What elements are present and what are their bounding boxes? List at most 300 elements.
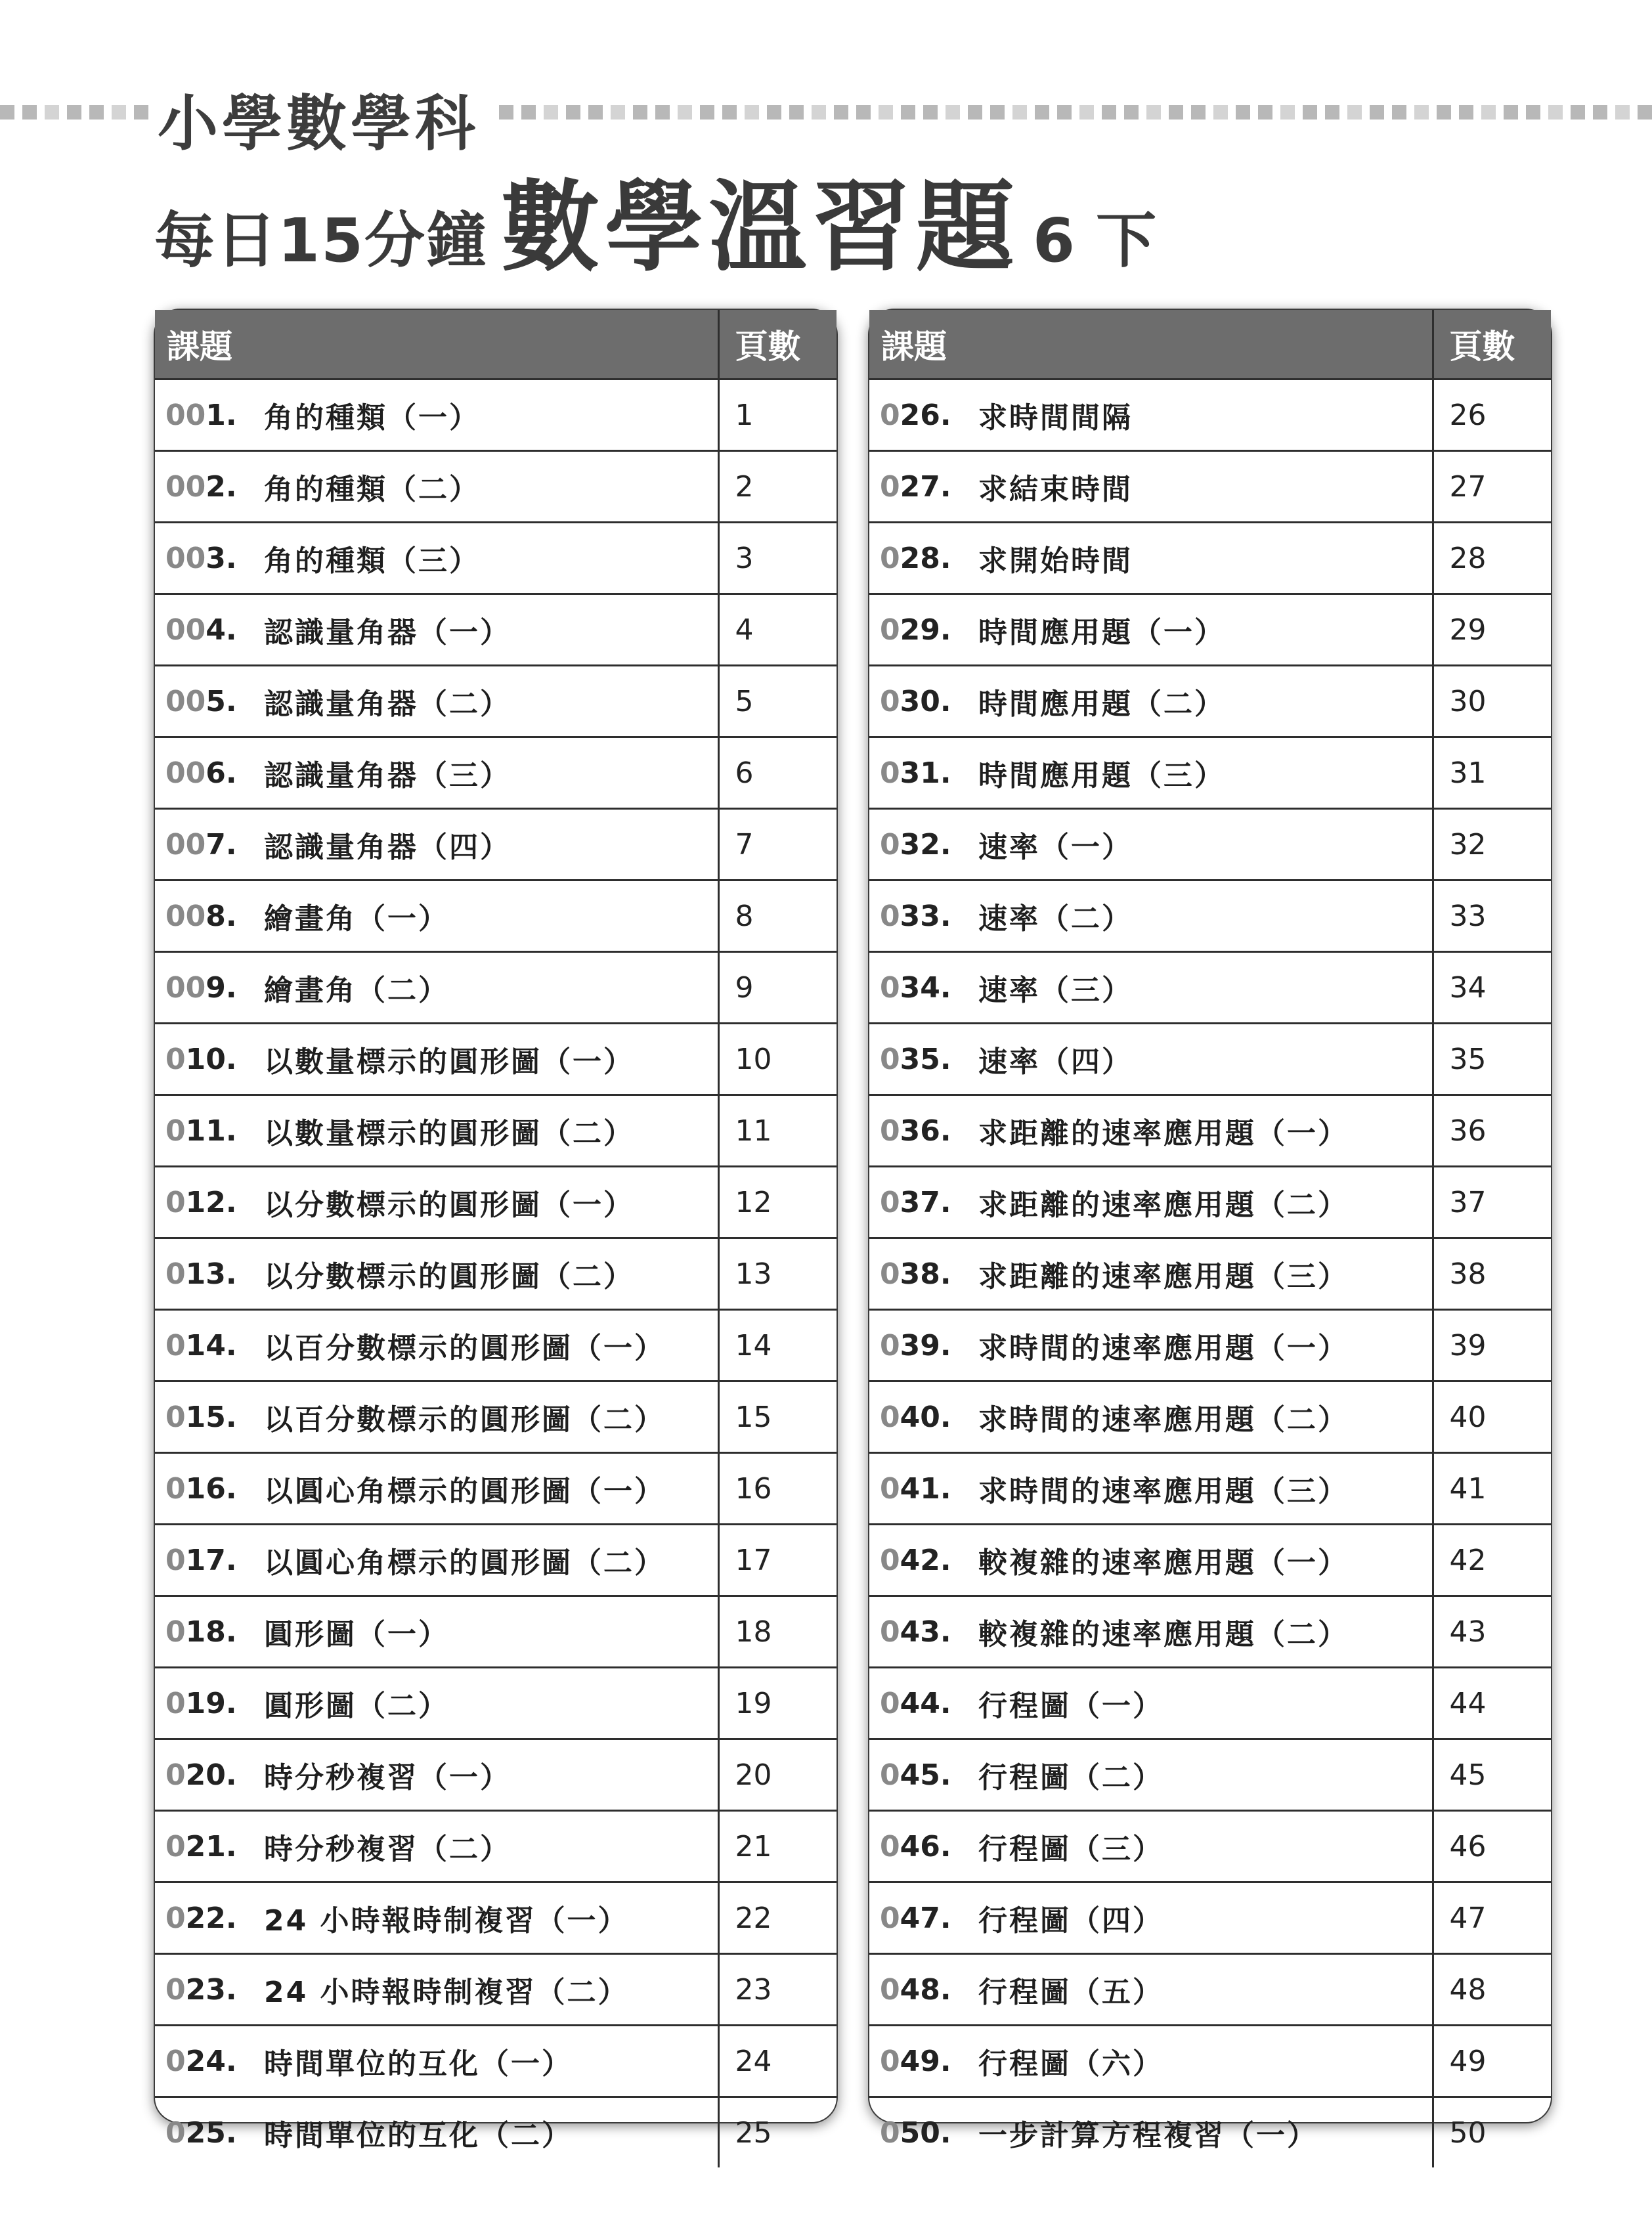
toc-row[interactable] [869,451,1551,523]
lesson-page: 31 [1433,737,1551,809]
dot-square [112,105,126,120]
toc-header-row [155,310,837,380]
toc-table-right [868,309,1552,2152]
lesson-number-value: 25. [185,2116,237,2150]
toc-header-row [869,310,1551,380]
lesson-number-value: 48. [900,1972,951,2007]
dot-square [1593,105,1607,120]
lesson-number-prefix: 00 [165,827,206,861]
toc-row[interactable] [869,1238,1551,1310]
lesson-number-value: 37. [900,1185,951,1219]
toc-row[interactable] [155,380,837,451]
dot-square [1370,105,1384,120]
dot-square [521,105,536,120]
toc-row[interactable] [869,666,1551,737]
lesson-number-value: 35. [900,1042,951,1076]
dot-square [879,105,893,120]
lesson-number-prefix: 0 [880,827,900,861]
lesson-number [869,881,978,952]
lesson-page: 17 [718,1525,837,1596]
lesson-topic: 速率（一） [978,809,1433,881]
lesson-page: 5 [718,666,837,737]
toc-row[interactable] [155,1310,837,1381]
lesson-number [155,523,263,594]
lesson-number-prefix: 00 [165,970,206,1005]
lesson-number [869,2026,978,2097]
lesson-number-value: 34. [900,970,951,1005]
lesson-number-prefix: 0 [880,1686,900,1720]
lesson-topic: 以數量標示的圓形圖（一） [263,1024,718,1095]
lesson-number [155,1024,263,1095]
lesson-number-prefix: 0 [880,684,900,718]
dot-square [1347,105,1362,120]
lesson-number-value: 29. [900,613,951,647]
lesson-page: 1 [718,380,837,451]
dot-square [812,105,826,120]
topic-column-header: 課題 [869,310,1433,380]
toc-row[interactable] [869,1310,1551,1381]
lesson-topic: 以百分數標示的圓形圖（一） [263,1310,718,1381]
dot-square [1414,105,1429,120]
dot-square [1191,105,1206,120]
dot-square [1303,105,1317,120]
lesson-number-value: 13. [185,1257,237,1291]
lesson-topic: 求開始時間 [978,523,1433,594]
lesson-page: 38 [1433,1238,1551,1310]
lesson-number-value: 38. [900,1257,951,1291]
lesson-number-prefix: 00 [165,756,206,790]
lesson-number [869,1811,978,1882]
title-main: 數學溫習題 [501,171,1020,285]
toc-row[interactable] [155,1668,837,1739]
toc-row[interactable] [155,1381,837,1453]
lesson-number-value: 26. [900,398,951,432]
dot-square [700,105,714,120]
lesson-number-value: 30. [900,684,951,718]
dot-square [22,105,37,120]
lesson-number [869,451,978,523]
lesson-page: 4 [718,594,837,666]
toc-row[interactable] [155,523,837,594]
dot-square [1504,105,1518,120]
lesson-page: 9 [718,952,837,1024]
dot-square [968,105,982,120]
toc-row[interactable] [155,1024,837,1095]
lesson-page: 2 [718,451,837,523]
lesson-page: 24 [718,2026,837,2097]
dot-square [1035,105,1049,120]
toc-row[interactable] [869,952,1551,1024]
lesson-page: 28 [1433,523,1551,594]
lesson-topic: 較複雜的速率應用題（二） [978,1596,1433,1668]
dot-square [1571,105,1585,120]
dot-square [566,105,580,120]
toc-row[interactable] [869,1095,1551,1167]
lesson-page: 47 [1433,1882,1551,1954]
lesson-number-value: 44. [900,1686,951,1720]
lesson-topic: 求時間的速率應用題（一） [978,1310,1433,1381]
title-prefix: 每日15分鐘 [154,206,489,276]
dot-square [901,105,915,120]
dot-square [45,105,59,120]
lesson-number-value: 33. [900,899,951,933]
lesson-number [869,809,978,881]
lesson-number [869,1525,978,1596]
lesson-number-prefix: 0 [165,1114,186,1148]
lesson-page: 10 [718,1024,837,1095]
lesson-number [155,1381,263,1453]
toc-row[interactable] [869,2097,1551,2168]
dot-square [1615,105,1630,120]
lesson-number-value: 50. [900,2116,951,2150]
dot-square [67,105,81,120]
lesson-number-value: 23. [185,1972,237,2007]
lesson-topic: 時分秒複習（二） [263,1811,718,1882]
toc-row[interactable] [155,666,837,737]
toc-row[interactable] [155,881,837,952]
lesson-topic: 以分數標示的圓形圖（一） [263,1167,718,1238]
lesson-page: 49 [1433,2026,1551,2097]
lesson-number-prefix: 0 [165,1543,186,1577]
lesson-page: 46 [1433,1811,1551,1882]
lesson-number-prefix: 0 [165,1042,186,1076]
lesson-number [155,1668,263,1739]
lesson-topic: 求結束時間 [978,451,1433,523]
lesson-number-prefix: 0 [880,1257,900,1291]
lesson-number-value: 24. [185,2044,237,2078]
dot-square [1236,105,1250,120]
lesson-topic: 行程圖（五） [978,1954,1433,2026]
lesson-number-value: 16. [185,1471,237,1506]
lesson-number [869,1167,978,1238]
toc-row[interactable] [869,1596,1551,1668]
lesson-topic: 24 小時報時制複習（一） [263,1882,718,1954]
lesson-number-prefix: 0 [880,1471,900,1506]
dot-square [923,105,938,120]
lesson-topic: 認識量角器（一） [263,594,718,666]
lesson-number-value: 5. [206,684,237,718]
lesson-page: 36 [1433,1095,1551,1167]
lesson-topic: 時間單位的互化（一） [263,2026,718,2097]
lesson-number [155,594,263,666]
lesson-topic: 24 小時報時制複習（二） [263,1954,718,2026]
lesson-topic: 行程圖（四） [978,1882,1433,1954]
dot-square [1459,105,1473,120]
toc-row[interactable] [155,1596,837,1668]
toc-row[interactable] [155,952,837,1024]
dot-square [1213,105,1228,120]
lesson-number-prefix: 0 [165,1185,186,1219]
lesson-number-prefix: 0 [880,1901,900,1935]
dot-square [789,105,804,120]
lesson-number-value: 36. [900,1114,951,1148]
lesson-page: 48 [1433,1954,1551,2026]
lesson-number [869,952,978,1024]
lesson-number [155,737,263,809]
lesson-page: 16 [718,1453,837,1525]
lesson-number-value: 40. [900,1400,951,1434]
lesson-number [155,881,263,952]
lesson-topic: 求時間的速率應用題（二） [978,1381,1433,1453]
toc-row[interactable] [869,2026,1551,2097]
lesson-number-prefix: 0 [880,1114,900,1148]
lesson-number-prefix: 00 [165,899,206,933]
lesson-topic: 行程圖（二） [978,1739,1433,1811]
title-grade: 6 下 [1033,206,1157,276]
lesson-number [155,1167,263,1238]
lesson-topic: 求時間間隔 [978,380,1433,451]
dot-square [834,105,848,120]
lesson-number-prefix: 0 [880,469,900,504]
toc-row[interactable] [869,1882,1551,1954]
lesson-number [155,380,263,451]
lesson-number-prefix: 00 [165,541,206,575]
lesson-topic: 速率（三） [978,952,1433,1024]
lesson-number-value: 6. [206,756,237,790]
lesson-number [155,1310,263,1381]
toc-row[interactable] [155,2097,837,2168]
lesson-page: 45 [1433,1739,1551,1811]
lesson-topic: 以數量標示的圓形圖（二） [263,1095,718,1167]
dot-square [1526,105,1540,120]
lesson-number-value: 31. [900,756,951,790]
dot-square [89,105,104,120]
lesson-page: 41 [1433,1453,1551,1525]
toc-row[interactable] [869,1954,1551,2026]
toc-row[interactable] [155,451,837,523]
lesson-page: 14 [718,1310,837,1381]
dot-square [767,105,781,120]
lesson-number-value: 4. [206,613,237,647]
lesson-page: 13 [718,1238,837,1310]
dot-square [1102,105,1116,120]
toc-row[interactable] [155,1167,837,1238]
dot-square [0,105,14,120]
toc-row[interactable] [155,1882,837,1954]
toc-row[interactable] [155,737,837,809]
lesson-number [869,1668,978,1739]
lesson-topic: 角的種類（二） [263,451,718,523]
lesson-number-prefix: 00 [165,684,206,718]
lesson-page: 15 [718,1381,837,1453]
lesson-number [155,1882,263,1954]
toc-row[interactable] [869,881,1551,952]
lesson-number-value: 12. [185,1185,237,1219]
lesson-number-prefix: 0 [165,1972,186,2007]
lesson-number [869,523,978,594]
lesson-number-prefix: 0 [880,1758,900,1792]
lesson-page: 27 [1433,451,1551,523]
lesson-number-prefix: 0 [880,2116,900,2150]
lesson-number-value: 42. [900,1543,951,1577]
lesson-number [155,1453,263,1525]
lesson-page: 40 [1433,1381,1551,1453]
toc-row[interactable] [869,809,1551,881]
book-title [154,148,1156,290]
lesson-page: 23 [718,1954,837,2026]
lesson-number-prefix: 0 [165,1686,186,1720]
toc-row[interactable] [155,594,837,666]
lesson-number-prefix: 0 [880,1328,900,1362]
lesson-page: 44 [1433,1668,1551,1739]
dot-square [1169,105,1183,120]
lesson-topic: 較複雜的速率應用題（一） [978,1525,1433,1596]
toc-row[interactable] [869,1381,1551,1453]
lesson-number-value: 1. [206,398,237,432]
lesson-topic: 時間單位的互化（二） [263,2097,718,2168]
lesson-number-value: 7. [206,827,237,861]
lesson-number-prefix: 0 [880,1185,900,1219]
lesson-number [869,1024,978,1095]
lesson-number-value: 9. [206,970,237,1005]
lesson-number-value: 14. [185,1328,237,1362]
lesson-number-value: 46. [900,1829,951,1863]
toc-row[interactable] [869,594,1551,666]
toc-row[interactable] [869,1811,1551,1882]
toc-row[interactable] [869,1525,1551,1596]
lesson-page: 12 [718,1167,837,1238]
toc-row[interactable] [155,1525,837,1596]
lesson-topic: 求距離的速率應用題（二） [978,1167,1433,1238]
lesson-topic: 行程圖（三） [978,1811,1433,1882]
lesson-page: 37 [1433,1167,1551,1238]
lesson-number [869,1238,978,1310]
lesson-page: 26 [1433,380,1551,451]
dot-square [946,105,960,120]
dot-square [856,105,871,120]
topic-column-header: 課題 [155,310,718,380]
lesson-topic: 角的種類（三） [263,523,718,594]
lesson-number [155,2097,263,2168]
page-column-header: 頁數 [718,310,837,380]
lesson-page: 7 [718,809,837,881]
lesson-topic: 認識量角器（二） [263,666,718,737]
toc-row[interactable] [155,1739,837,1811]
dot-square [1325,105,1339,120]
dot-square [1012,105,1027,120]
toc-row[interactable] [155,1811,837,1882]
lesson-page: 22 [718,1882,837,1954]
lesson-topic: 繪畫角（一） [263,881,718,952]
lesson-number [869,737,978,809]
lesson-topic: 圓形圖（二） [263,1668,718,1739]
toc-row[interactable] [155,1453,837,1525]
lesson-number-prefix: 0 [165,1328,186,1362]
lesson-number [869,1381,978,1453]
lesson-page: 20 [718,1739,837,1811]
lesson-number [155,1596,263,1668]
lesson-page: 30 [1433,666,1551,737]
lesson-number [155,1525,263,1596]
dot-square [1638,105,1652,120]
dot-square [1079,105,1094,120]
page-column-header: 頁數 [1433,310,1551,380]
lesson-topic: 求距離的速率應用題（三） [978,1238,1433,1310]
toc-row[interactable] [155,1095,837,1167]
decorative-dotted-line-right [499,105,1628,120]
lesson-topic: 圓形圖（一） [263,1596,718,1668]
dot-square [655,105,670,120]
lesson-page: 19 [718,1668,837,1739]
lesson-number-value: 41. [900,1471,951,1506]
dot-square [1437,105,1451,120]
lesson-page: 21 [718,1811,837,1882]
toc-row[interactable] [869,1024,1551,1095]
dot-square [1280,105,1295,120]
toc-row[interactable] [869,737,1551,809]
lesson-number-value: 18. [185,1615,237,1649]
toc-row[interactable] [155,809,837,881]
toc-row[interactable] [155,1954,837,2026]
toc-row[interactable] [869,523,1551,594]
lesson-number-value: 47. [900,1901,951,1935]
lesson-number-value: 32. [900,827,951,861]
lesson-page: 8 [718,881,837,952]
lesson-page: 34 [1433,952,1551,1024]
lesson-page: 11 [718,1095,837,1167]
dot-square [544,105,558,120]
lesson-number-value: 15. [185,1400,237,1434]
lesson-number-prefix: 0 [165,1257,186,1291]
toc-row[interactable] [155,2026,837,2097]
lesson-number-value: 17. [185,1543,237,1577]
dot-square [1124,105,1139,120]
lesson-number-value: 49. [900,2044,951,2078]
lesson-number [869,2097,978,2168]
lesson-topic: 認識量角器（三） [263,737,718,809]
lesson-topic: 時間應用題（一） [978,594,1433,666]
lesson-topic: 速率（二） [978,881,1433,952]
toc-table-left [154,309,838,2152]
lesson-topic: 角的種類（一） [263,380,718,451]
lesson-number-prefix: 0 [880,1972,900,2007]
toc-row[interactable] [869,1668,1551,1739]
lesson-topic: 認識量角器（四） [263,809,718,881]
lesson-number [869,1954,978,2026]
lesson-topic: 以圓心角標示的圓形圖（一） [263,1453,718,1525]
lesson-number [869,380,978,451]
lesson-number [869,666,978,737]
lesson-number [155,2026,263,2097]
series-label: 小學數學科 [158,89,480,159]
toc-row[interactable] [869,380,1551,451]
lesson-number-prefix: 0 [880,1400,900,1434]
lesson-number-prefix: 0 [880,1543,900,1577]
lesson-number [869,1453,978,1525]
lesson-topic: 以分數標示的圓形圖（二） [263,1238,718,1310]
lesson-number-prefix: 0 [880,899,900,933]
lesson-page: 3 [718,523,837,594]
lesson-number-value: 11. [185,1114,237,1148]
toc-row[interactable] [869,1453,1551,1525]
lesson-number [155,1238,263,1310]
lesson-number [869,1095,978,1167]
lesson-topic: 行程圖（六） [978,2026,1433,2097]
dot-square [678,105,692,120]
dot-square [722,105,737,120]
lesson-page: 39 [1433,1310,1551,1381]
toc-row[interactable] [155,1238,837,1310]
lesson-number [869,1310,978,1381]
lesson-number-prefix: 00 [165,398,206,432]
toc-row[interactable] [869,1167,1551,1238]
dot-square [1057,105,1072,120]
lesson-number-prefix: 0 [165,1901,186,1935]
dot-square [134,105,148,120]
lesson-number-value: 21. [185,1829,237,1863]
toc-row[interactable] [869,1739,1551,1811]
lesson-number-prefix: 0 [880,541,900,575]
